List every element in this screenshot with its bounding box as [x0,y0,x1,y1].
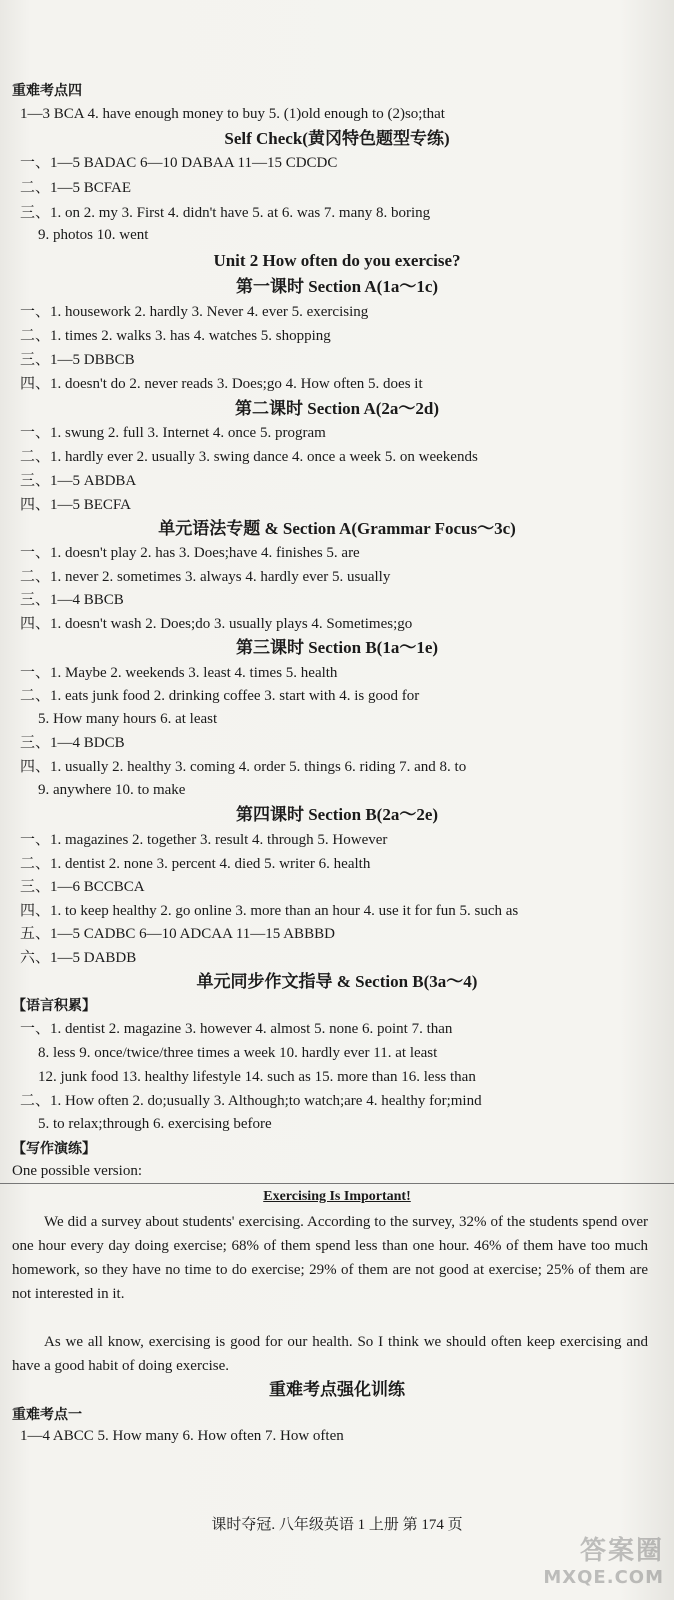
watermark-url: MXQE.COM [543,1567,664,1588]
answer-line: 三、1. on 2. my 3. First 4. didn't have 5. at 6. was 7. many 8. boring [20,205,431,221]
essay-paragraph: We did a survey about students' exercising. According to the survey, 32% of the students spend over one hour every day doing exercise; 68% of them spend less than one hour. 46% of them have too much homework, so they have no time to do exercise; 29% of them are not good at exercise; 25% of them are not interested in it. [12,1214,648,1302]
answer-line: 5. to relax;through 6. exercising before [38,1116,272,1132]
answer-line: 二、1. never 2. sometimes 3. always 4. hardly ever 5. usually [20,569,391,585]
section-heading: 第四课时 Section B(2a～2e) [235,805,439,824]
divider [0,1183,674,1184]
answer-line: 二、1. dentist 2. none 3. percent 4. died 5. writer 6. health [20,856,371,872]
essay-paragraph: As we all know, exercising is good for our health. So I think we should often keep exercising and have a good habit of doing exercise. [12,1334,648,1374]
answer-line: 四、1. doesn't do 2. never reads 3. Does;go 4. How often 5. does it [20,376,423,392]
page-footer: 课时夺冠. 八年级英语 1 上册 第 174 页 [211,1517,463,1533]
answer-line: 五、1—5 CADBC 6—10 ADCAA 11—15 ABBBD [20,926,335,942]
unit-title: Unit 2 How often do you exercise? [213,251,461,270]
answer-line: 1—4 ABCC 5. How many 6. How often 7. How often [20,1428,344,1444]
answer-line: 一、1. magazines 2. together 3. result 4. through 5. However [20,832,388,848]
section-tag: 【语言积累】 [12,999,96,1014]
answer-line: 三、1—5 ABDBA [20,473,137,489]
answer-line: 四、1. to keep healthy 2. go online 3. more than an hour 4. use it for fun 5. such as [20,903,519,919]
answer-line: 三、1—4 BDCB [20,735,125,751]
watermark-text: 答案圈 [579,1536,664,1566]
section-heading: 第一课时 Section A(1a～1c) [235,277,439,296]
section-heading: 单元同步作文指导 & Section B(3a～4) [196,972,478,991]
section-tag: 重难考点一 [12,1408,82,1423]
essay-title: Exercising Is Important! [263,1189,411,1204]
answer-line: 一、1. doesn't play 2. has 3. Does;have 4. finishes 5. are [20,545,360,561]
answer-line: 一、1—5 BADAC 6—10 DABAA 11—15 CDCDC [20,155,338,171]
answer-line: 12. junk food 13. healthy lifestyle 14. such as 15. more than 16. less than [38,1069,476,1085]
answer-line: 9. anywhere 10. to make [38,782,186,798]
answer-line: 5. How many hours 6. at least [38,711,218,727]
answer-line: 二、1. eats junk food 2. drinking coffee 3. start with 4. is good for [20,688,420,704]
section-heading: 重难考点强化训练 [269,1380,405,1399]
section-heading: 单元语法专题 & Section A(Grammar Focus～3c) [158,519,516,538]
section-heading: 第二课时 Section A(2a～2d) [235,399,439,418]
answer-line: 四、1. doesn't wash 2. Does;do 3. usually plays 4. Sometimes;go [20,616,413,632]
answer-line: 三、1—4 BBCB [20,592,124,608]
answer-line: 三、1—6 BCCBCA [20,879,145,895]
section-heading: 第三课时 Section B(1a～1e) [235,638,439,657]
answer-line: 六、1—5 DABDB [20,950,137,966]
answer-line: 1—3 BCA 4. have enough money to buy 5. (1)old enough to (2)so;that [20,106,445,122]
answer-line: 四、1—5 BECFA [20,497,131,513]
version-label: One possible version: [12,1163,142,1179]
section-heading: Self Check(黄冈特色题型专练) [224,129,450,148]
answer-line: 四、1. usually 2. healthy 3. coming 4. order 5. things 6. riding 7. and 8. to [20,759,467,775]
answer-line: 二、1. times 2. walks 3. has 4. watches 5. shopping [20,328,331,344]
answer-line: 二、1. hardly ever 2. usually 3. swing dance 4. once a week 5. on weekends [20,449,478,465]
answer-line: 一、1. Maybe 2. weekends 3. least 4. times 5. health [20,665,338,681]
answer-line: 二、1—5 BCFAE [20,180,131,196]
answer-line: 8. less 9. once/twice/three times a week 10. hardly ever 11. at least [38,1045,438,1061]
answer-line: 一、1. swung 2. full 3. Internet 4. once 5. program [20,425,326,441]
answer-line: 一、1. dentist 2. magazine 3. however 4. almost 5. none 6. point 7. than [20,1021,453,1037]
section-tag: 【写作演练】 [12,1142,96,1157]
answer-line: 三、1—5 DBBCB [20,352,135,368]
watermark-logo [543,1530,664,1588]
answer-line: 二、1. How often 2. do;usually 3. Although;to watch;are 4. healthy for;mind [20,1093,482,1109]
section-tag: 重难考点四 [12,84,82,99]
answer-line: 9. photos 10. went [38,227,149,243]
answer-line: 一、1. housework 2. hardly 3. Never 4. ever 5. exercising [20,304,369,320]
